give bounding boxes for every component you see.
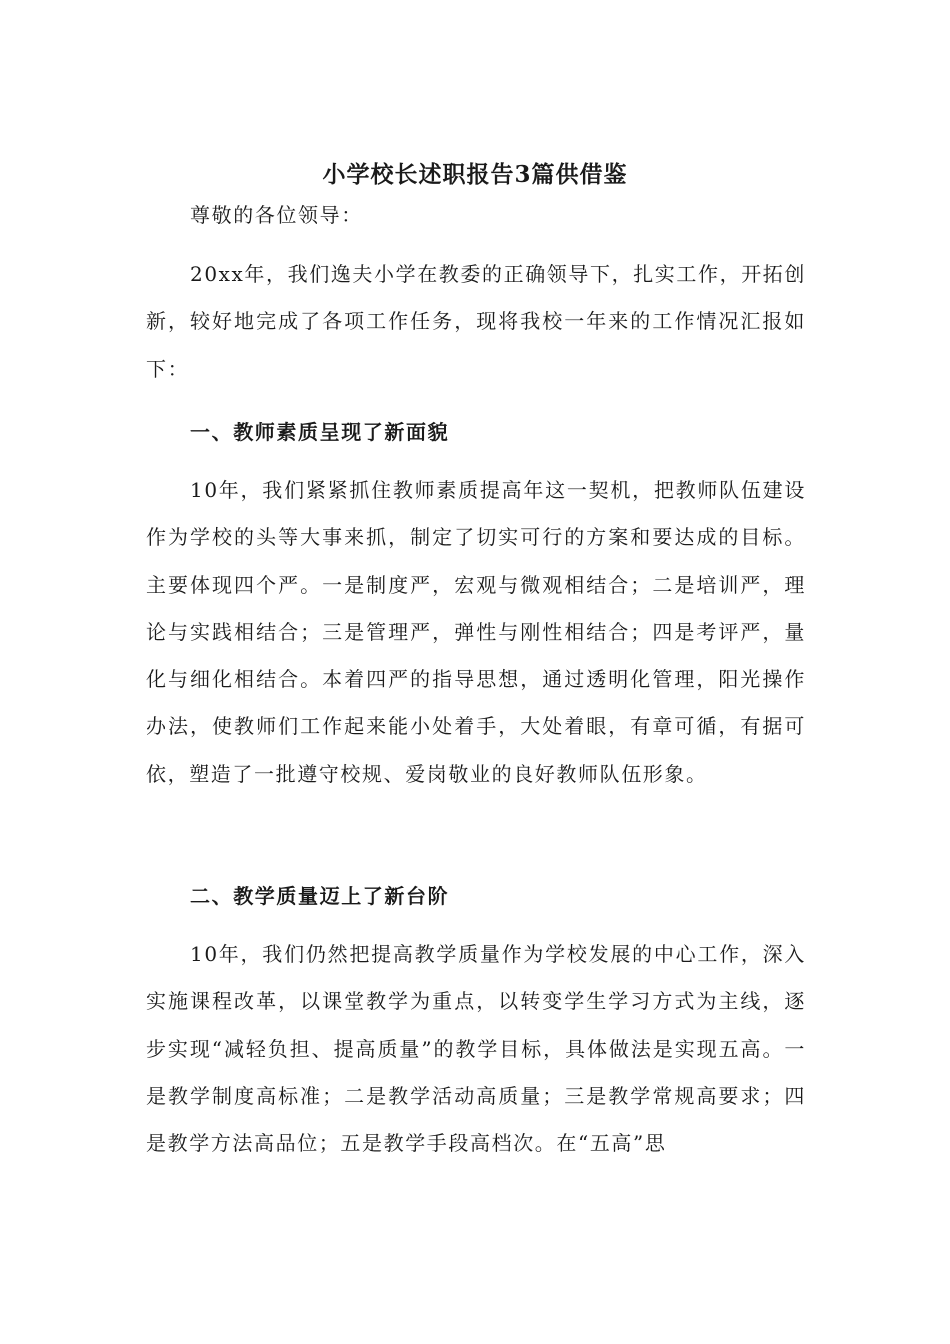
- document-title: 小学校长述职报告3篇供借鉴: [322, 161, 628, 189]
- salutation: 尊敬的各位领导：: [190, 203, 363, 227]
- section-2-heading: 二、教学质量迈上了新台阶: [190, 884, 450, 908]
- intro-paragraph: 20xx年，我们逸夫小学在教委的正确领导下，扎实工作，开拓创新，较好地完成了各项工作任务，现将我校一年来的工作情况汇报如下：: [146, 262, 807, 381]
- section-1-heading: 一、教师素质呈现了新面貌: [190, 420, 450, 444]
- section-2-body: 10年，我们仍然把提高教学质量作为学校发展的中心工作，深入实施课程改革，以课堂教学为重点，以转变学生学习方式为主线，逐步实现“减轻负担、提高质量”的教学目标，具体做法是实现五高。一是教学制度高标准；二是教学活动高质量；三是教学常规高要求；四是教学方法高品位；五是教学手段高档次。在“五高”思: [146, 942, 806, 1156]
- section-1-body: 10年，我们紧紧抓住教师素质提高年这一契机，把教师队伍建设作为学校的头等大事来抓，制定了切实可行的方案和要达成的目标。主要体现四个严。一是制度严，宏观与微观相结合；二是培训严，理论与实践相结合；三是管理严，弹性与刚性相结合；四是考评严，量化与细化相结合。本着四严的指导思想，通过透明化管理，阳光操作办法，使教师们工作起来能小处着手，大处着眼，有章可循，有据可依，塑造了一批遵守校规、爱岗敬业的良好教师队伍形象。: [146, 478, 806, 786]
